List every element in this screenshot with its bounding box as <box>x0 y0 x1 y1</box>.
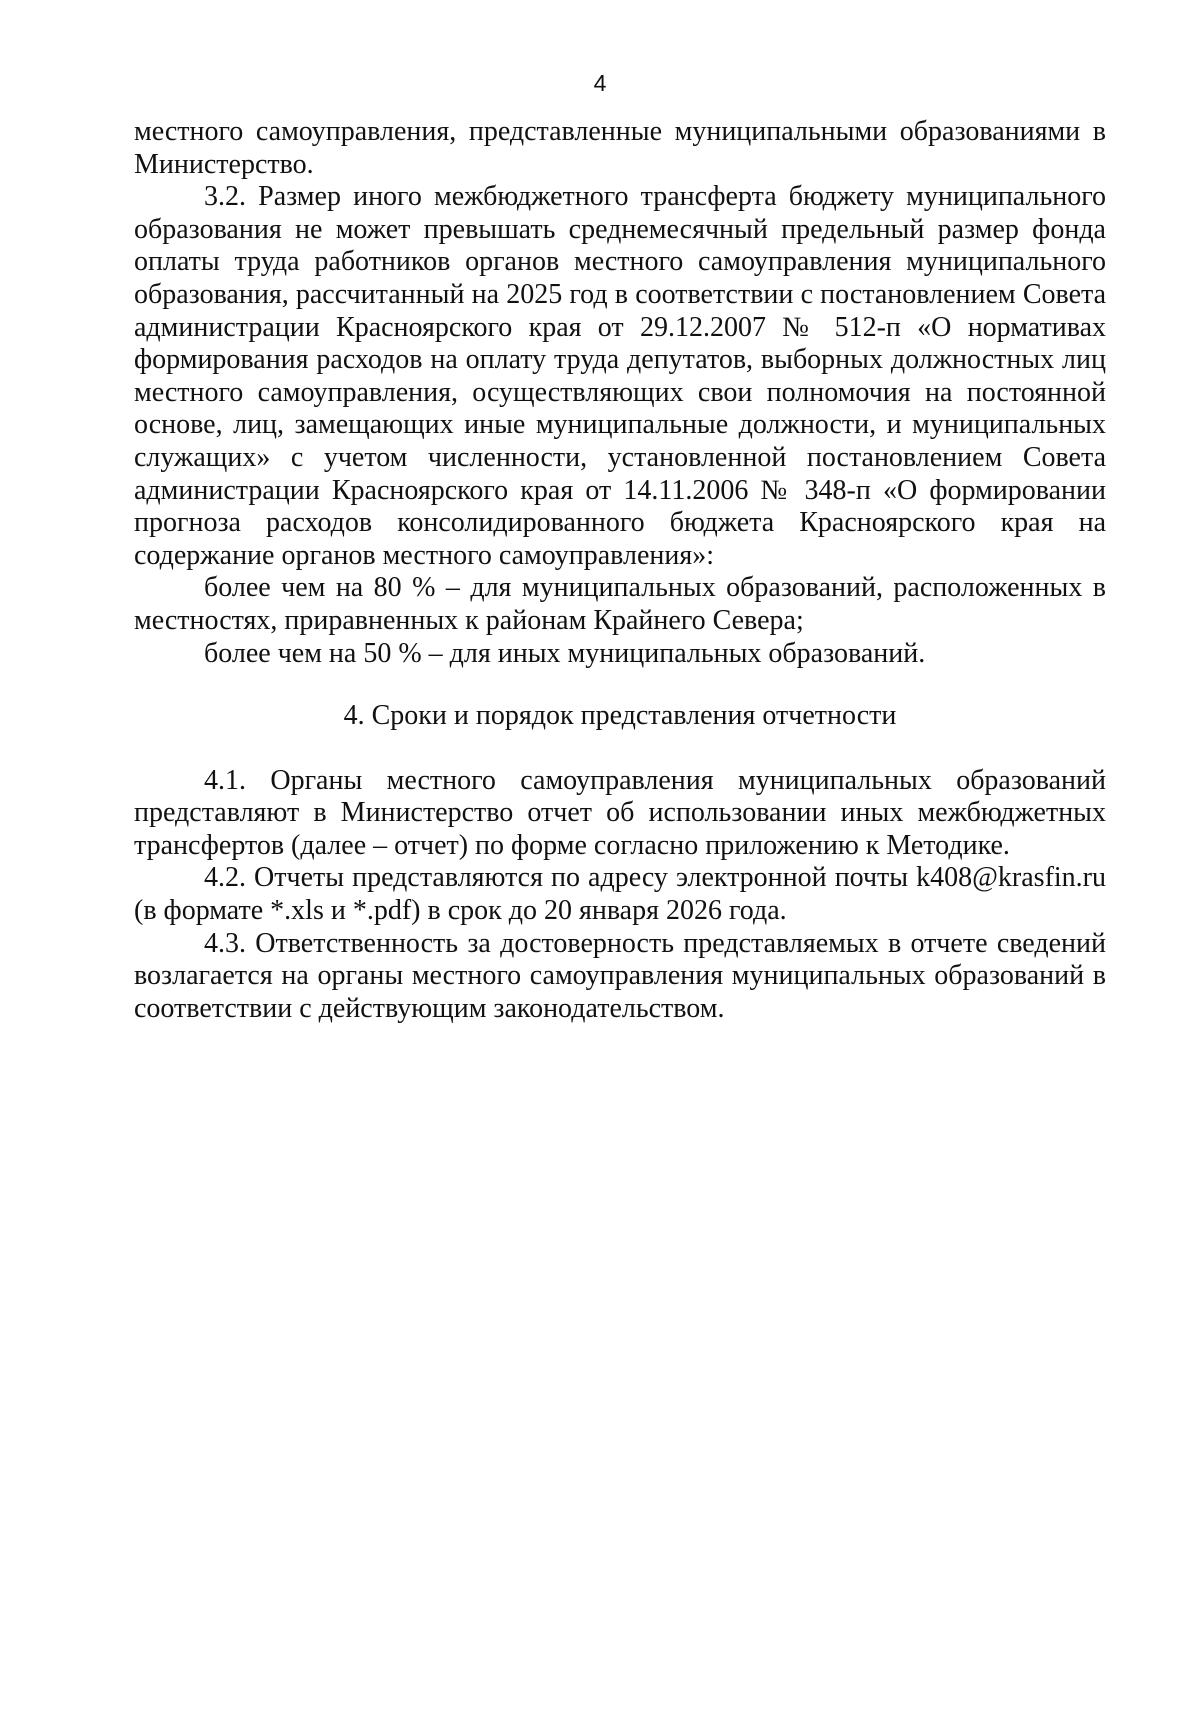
section-heading: 4. Сроки и порядок представления отчетности <box>343 700 897 732</box>
document-body <box>134 116 1106 1025</box>
paragraph-far-north: более чем на 80 % – для муниципальных образований, расположенных в местностях, приравненных к районам Крайнего Севера; <box>134 572 1106 636</box>
paragraph-4-2: 4.2. Отчеты представляются по адресу электронной почты k408@krasfin.ru (в формате *.xls и *.pdf) в срок до 20 января 2026 года. <box>134 862 1106 927</box>
paragraph-continuation: местного самоуправления, представленные муниципальными образованиями в Министерство. <box>134 116 1106 180</box>
paragraph-4-3: 4.3. Ответственность за достоверность представляемых в отчете сведений возлагается на органы местного самоуправления муниципальных образований в соответствии с действующим законодательством. <box>134 927 1106 1024</box>
page-number: 4 <box>593 70 607 96</box>
paragraph-other-municipalities: более чем на 50 % – для иных муниципальных образований. <box>204 637 926 669</box>
paragraph-4-1: 4.1. Органы местного самоуправления муниципальных образований представляют в Министерство отчет об использовании иных межбюджетных трансфертов (далее – отчет) по форме согласно приложению к Методике. <box>134 764 1106 861</box>
paragraph-3-2: 3.2. Размер иного межбюджетного трансферта бюджету муниципального образования не может превышать среднемесячный предельный размер фонда оплаты труда работников органов местного самоуправления муниципального образования, рассчитанный на 2025 год в соответствии с постановлением Совета администрации Красноярского края от 29.12.2007 № 512-п «О нормативах формирования расходов на оплату труда депутатов, выборных должностных лиц местного самоуправления, осуществляющих свои полномочия на постоянной основе, лиц, замещающих иные муниципальные должности, и муниципальных служащих» с учетом численности, установленной постановлением Совета администрации Красноярского края от 14.11.2006 № 348-п «О формировании прогноза расходов консолидированного бюджета Красноярского края на содержание органов местного самоуправления»: <box>134 181 1106 571</box>
